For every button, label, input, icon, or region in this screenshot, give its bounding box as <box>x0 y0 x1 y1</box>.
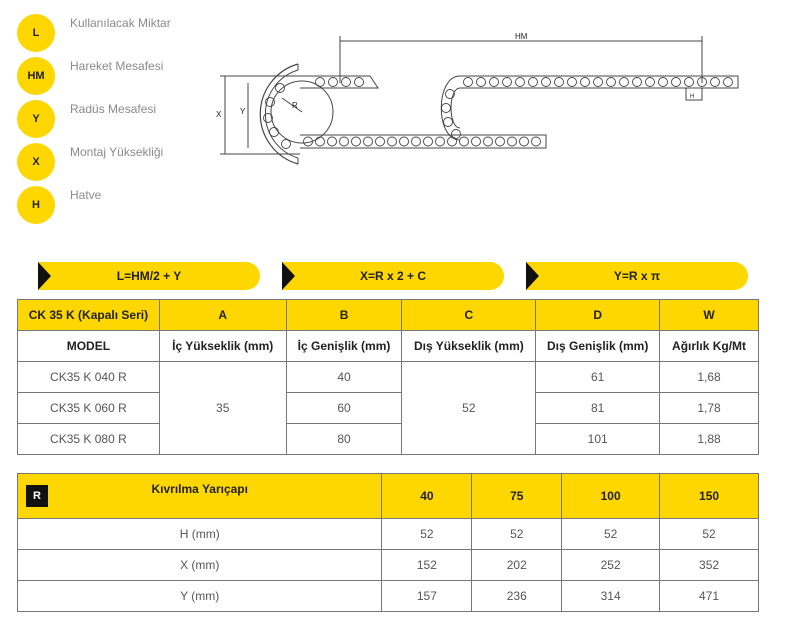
formula-l: L=HM/2 + Y <box>38 262 260 290</box>
inner-width-subheader: İç Genişlik (mm) <box>286 331 402 362</box>
spec-table <box>17 299 759 455</box>
chain-link-icon <box>340 137 349 146</box>
chain-link-icon <box>376 137 385 146</box>
value-cell: 252 <box>562 550 660 581</box>
outer-height-subheader: Dış Yükseklik (mm) <box>402 331 536 362</box>
chain-link-icon <box>594 78 603 87</box>
cable-chain-diagram <box>210 28 750 168</box>
chain-link-icon <box>316 78 325 87</box>
legend-badge-x: X <box>17 143 55 181</box>
chain-link-icon <box>581 78 590 87</box>
arrow-icon <box>38 262 51 290</box>
table-row <box>18 424 759 455</box>
chain-link-icon <box>659 78 668 87</box>
value-cell: 157 <box>382 581 472 612</box>
chain-link-icon <box>270 128 279 137</box>
r-badge: R <box>26 485 48 507</box>
col-b-header: B <box>286 300 402 331</box>
chain-link-icon <box>568 78 577 87</box>
value-cell: 52 <box>660 519 759 550</box>
chain-link-icon <box>442 104 451 113</box>
y-label: Y <box>240 107 246 116</box>
value-cell: 314 <box>562 581 660 612</box>
legend-label-l: Kullanılacak Miktar <box>70 16 171 30</box>
chain-link-icon <box>490 78 499 87</box>
arrow-icon <box>282 262 295 290</box>
hm-label: HM <box>515 32 528 41</box>
chain-link-icon <box>516 78 525 87</box>
chain-link-icon <box>633 78 642 87</box>
value-cell: 52 <box>472 519 562 550</box>
spec-header-row <box>18 300 759 331</box>
legend-label-h: Hatve <box>70 188 102 202</box>
outer-width-subheader: Dış Genişlik (mm) <box>536 331 660 362</box>
table-row <box>18 393 759 424</box>
chain-link-icon <box>477 78 486 87</box>
chain-link-icon <box>503 78 512 87</box>
formula-bar-y <box>526 262 748 290</box>
value-cell: 471 <box>660 581 759 612</box>
chain-link-icon <box>282 140 291 149</box>
chain-link-icon <box>646 78 655 87</box>
inner-width-cell: 60 <box>286 393 402 424</box>
legend-badge-y: Y <box>17 100 55 138</box>
upper-chain-left-end <box>300 76 378 88</box>
outer-height-cell: 52 <box>402 362 536 455</box>
chain-link-icon <box>711 78 720 87</box>
chain-link-icon <box>620 78 629 87</box>
chain-link-icon <box>436 137 445 146</box>
formula-bar-x <box>282 262 504 290</box>
chain-link-icon <box>484 137 493 146</box>
outer-width-cell: 61 <box>536 362 660 393</box>
col-a-header: A <box>159 300 286 331</box>
formula-y: Y=R x π <box>526 262 748 290</box>
weight-cell: 1,68 <box>660 362 759 393</box>
arrow-icon <box>526 262 539 290</box>
chain-link-icon <box>316 137 325 146</box>
value-cell: 152 <box>382 550 472 581</box>
chain-link-icon <box>672 78 681 87</box>
chain-link-icon <box>400 137 409 146</box>
model-cell: CK35 K 060 R <box>18 393 160 424</box>
spec-subheader-row <box>18 331 759 362</box>
chain-link-icon <box>329 78 338 87</box>
model-cell: CK35 K 080 R <box>18 424 160 455</box>
chain-link-icon <box>607 78 616 87</box>
chain-link-icon <box>328 137 337 146</box>
chain-link-icon <box>355 78 364 87</box>
col-c-header: C <box>402 300 536 331</box>
weight-subheader: Ağırlık Kg/Mt <box>660 331 759 362</box>
radius-100-header: 100 <box>562 474 660 519</box>
radius-75-header: 75 <box>472 474 562 519</box>
chain-link-icon <box>555 78 564 87</box>
legend-label-hm: Hareket Mesafesi <box>70 59 164 73</box>
chain-link-icon <box>444 118 453 127</box>
col-w-header: W <box>660 300 759 331</box>
formula-bar-l <box>38 262 260 290</box>
chain-link-icon <box>529 78 538 87</box>
row-label: X (mm) <box>18 550 382 581</box>
radius-40-header: 40 <box>382 474 472 519</box>
outer-width-cell: 81 <box>536 393 660 424</box>
chain-link-icon <box>388 137 397 146</box>
series-header: CK 35 K (Kapalı Seri) <box>18 300 160 331</box>
table-row <box>18 550 759 581</box>
weight-cell: 1,78 <box>660 393 759 424</box>
chain-link-icon <box>464 78 473 87</box>
value-cell: 352 <box>660 550 759 581</box>
row-label: Y (mm) <box>18 581 382 612</box>
legend-badge-l: L <box>17 14 55 52</box>
radius-table <box>17 473 759 612</box>
legend-label-y: Radüs Mesafesi <box>70 102 157 116</box>
chain-link-icon <box>542 78 551 87</box>
col-d-header: D <box>536 300 660 331</box>
value-cell: 52 <box>562 519 660 550</box>
radius-title: Kıvrılma Yarıçapı <box>151 482 248 496</box>
value-cell: 236 <box>472 581 562 612</box>
radius-header-row <box>18 474 759 519</box>
chain-link-icon <box>496 137 505 146</box>
x-label: X <box>216 110 222 119</box>
legend-badge-h: H <box>17 186 55 224</box>
inner-height-cell: 35 <box>159 362 286 455</box>
chain-link-icon <box>520 137 529 146</box>
radius-150-header: 150 <box>660 474 759 519</box>
weight-cell: 1,88 <box>660 424 759 455</box>
formula-x: X=R x 2 + C <box>282 262 504 290</box>
chain-link-icon <box>685 78 694 87</box>
legend-label-x: Montaj Yüksekliği <box>70 145 164 159</box>
chain-link-icon <box>460 137 469 146</box>
table-row <box>18 362 759 393</box>
value-cell: 202 <box>472 550 562 581</box>
chain-link-icon <box>424 137 433 146</box>
inner-height-subheader: İç Yükseklik (mm) <box>159 331 286 362</box>
inner-width-cell: 40 <box>286 362 402 393</box>
radius-title-cell <box>18 474 382 519</box>
chain-link-icon <box>472 137 481 146</box>
chain-link-icon <box>352 137 361 146</box>
chain-link-icon <box>364 137 373 146</box>
chain-link-icon <box>452 130 461 139</box>
model-cell: CK35 K 040 R <box>18 362 160 393</box>
chain-link-icon <box>532 137 541 146</box>
row-label: H (mm) <box>18 519 382 550</box>
chain-link-icon <box>342 78 351 87</box>
legend-badge-hm: HM <box>17 57 55 95</box>
inner-width-cell: 80 <box>286 424 402 455</box>
h-label: H <box>690 94 695 100</box>
r-label: R <box>292 101 298 110</box>
chain-link-icon <box>724 78 733 87</box>
chain-link-icon <box>508 137 517 146</box>
table-row <box>18 581 759 612</box>
model-subheader: MODEL <box>18 331 160 362</box>
value-cell: 52 <box>382 519 472 550</box>
table-row <box>18 519 759 550</box>
outer-width-cell: 101 <box>536 424 660 455</box>
chain-link-icon <box>412 137 421 146</box>
